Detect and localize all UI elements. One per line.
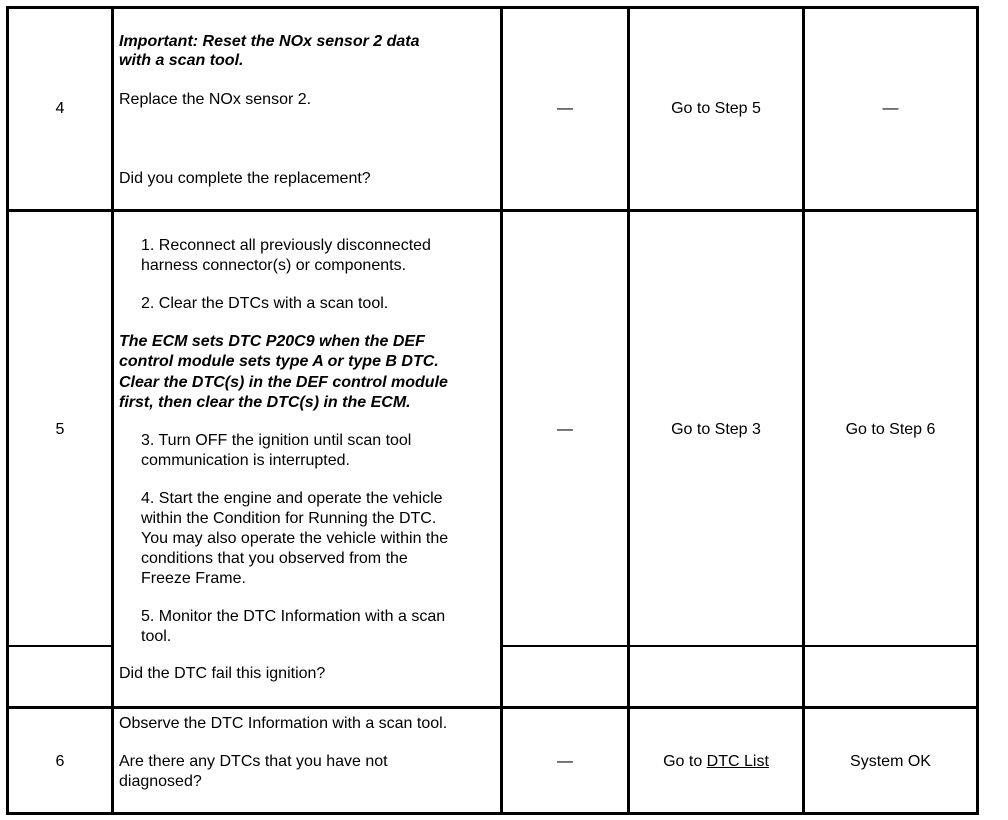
col-border-step (111, 6, 114, 815)
row-border-5-split (6, 645, 113, 647)
col-border-action (500, 6, 503, 815)
yes-cell (630, 752, 802, 772)
ecm-note: control module sets type A or type B DTC. (119, 353, 439, 370)
list-item: You may also operate the vehicle within the (141, 530, 449, 547)
list-item: tool. (141, 628, 172, 645)
col-border-yes (802, 6, 805, 815)
value-cell: — (557, 421, 573, 438)
row-border-top (6, 6, 979, 9)
no-cell: Go to Step 6 (845, 421, 936, 438)
list-item: 3. Turn OFF the ignition until scan tool (141, 432, 412, 449)
step-number: 6 (55, 753, 65, 770)
no-cell: System OK (850, 753, 931, 770)
important-note: with a scan tool. (119, 52, 244, 69)
list-item: conditions that you observed from the (141, 550, 408, 567)
list-item: 1. Reconnect all previously disconnected (141, 237, 431, 254)
row-border-5-6 (6, 706, 979, 709)
question-text: Did the DTC fail this ignition? (119, 665, 326, 682)
ecm-note: Clear the DTC(s) in the DEF control module (119, 374, 448, 391)
yes-cell: Go to Step 5 (671, 100, 761, 117)
list-item: communication is interrupted. (141, 452, 350, 469)
action-text: Observe the DTC Information with a scan tool. (119, 715, 448, 732)
action-text: Replace the NOx sensor 2. (119, 91, 312, 108)
ecm-note: first, then clear the DTC(s) in the ECM. (119, 394, 411, 411)
step-number: 4 (55, 100, 65, 117)
list-item: 4. Start the engine and operate the vehicle (141, 490, 443, 507)
dtc-list-link[interactable]: DTC List (706, 753, 769, 770)
yes-prefix: Go to (663, 753, 707, 770)
list-item: within the Condition for Running the DTC. (141, 510, 437, 527)
yes-cell: Go to Step 3 (671, 421, 761, 438)
col-border-value (627, 6, 630, 815)
value-cell: — (557, 753, 573, 770)
important-note: Important: Reset the NOx sensor 2 data (119, 33, 420, 50)
no-cell: — (882, 100, 899, 117)
question-text: Are there any DTCs that you have not (119, 753, 388, 770)
list-item: harness connector(s) or components. (141, 257, 407, 274)
value-cell: — (557, 100, 573, 117)
row-border-5-split-right (501, 645, 979, 647)
row-border-4-5 (6, 209, 979, 212)
question-text: Did you complete the replacement? (119, 170, 371, 187)
row-border-bottom (6, 812, 979, 815)
list-item: Freeze Frame. (141, 570, 246, 587)
step-number: 5 (55, 421, 65, 438)
question-text: diagnosed? (119, 773, 202, 790)
list-item: 2. Clear the DTCs with a scan tool. (141, 295, 389, 312)
list-item: 5. Monitor the DTC Information with a scan (141, 608, 446, 625)
col-border-left (6, 6, 9, 815)
ecm-note: The ECM sets DTC P20C9 when the DEF (119, 333, 425, 350)
col-border-right (976, 6, 979, 815)
